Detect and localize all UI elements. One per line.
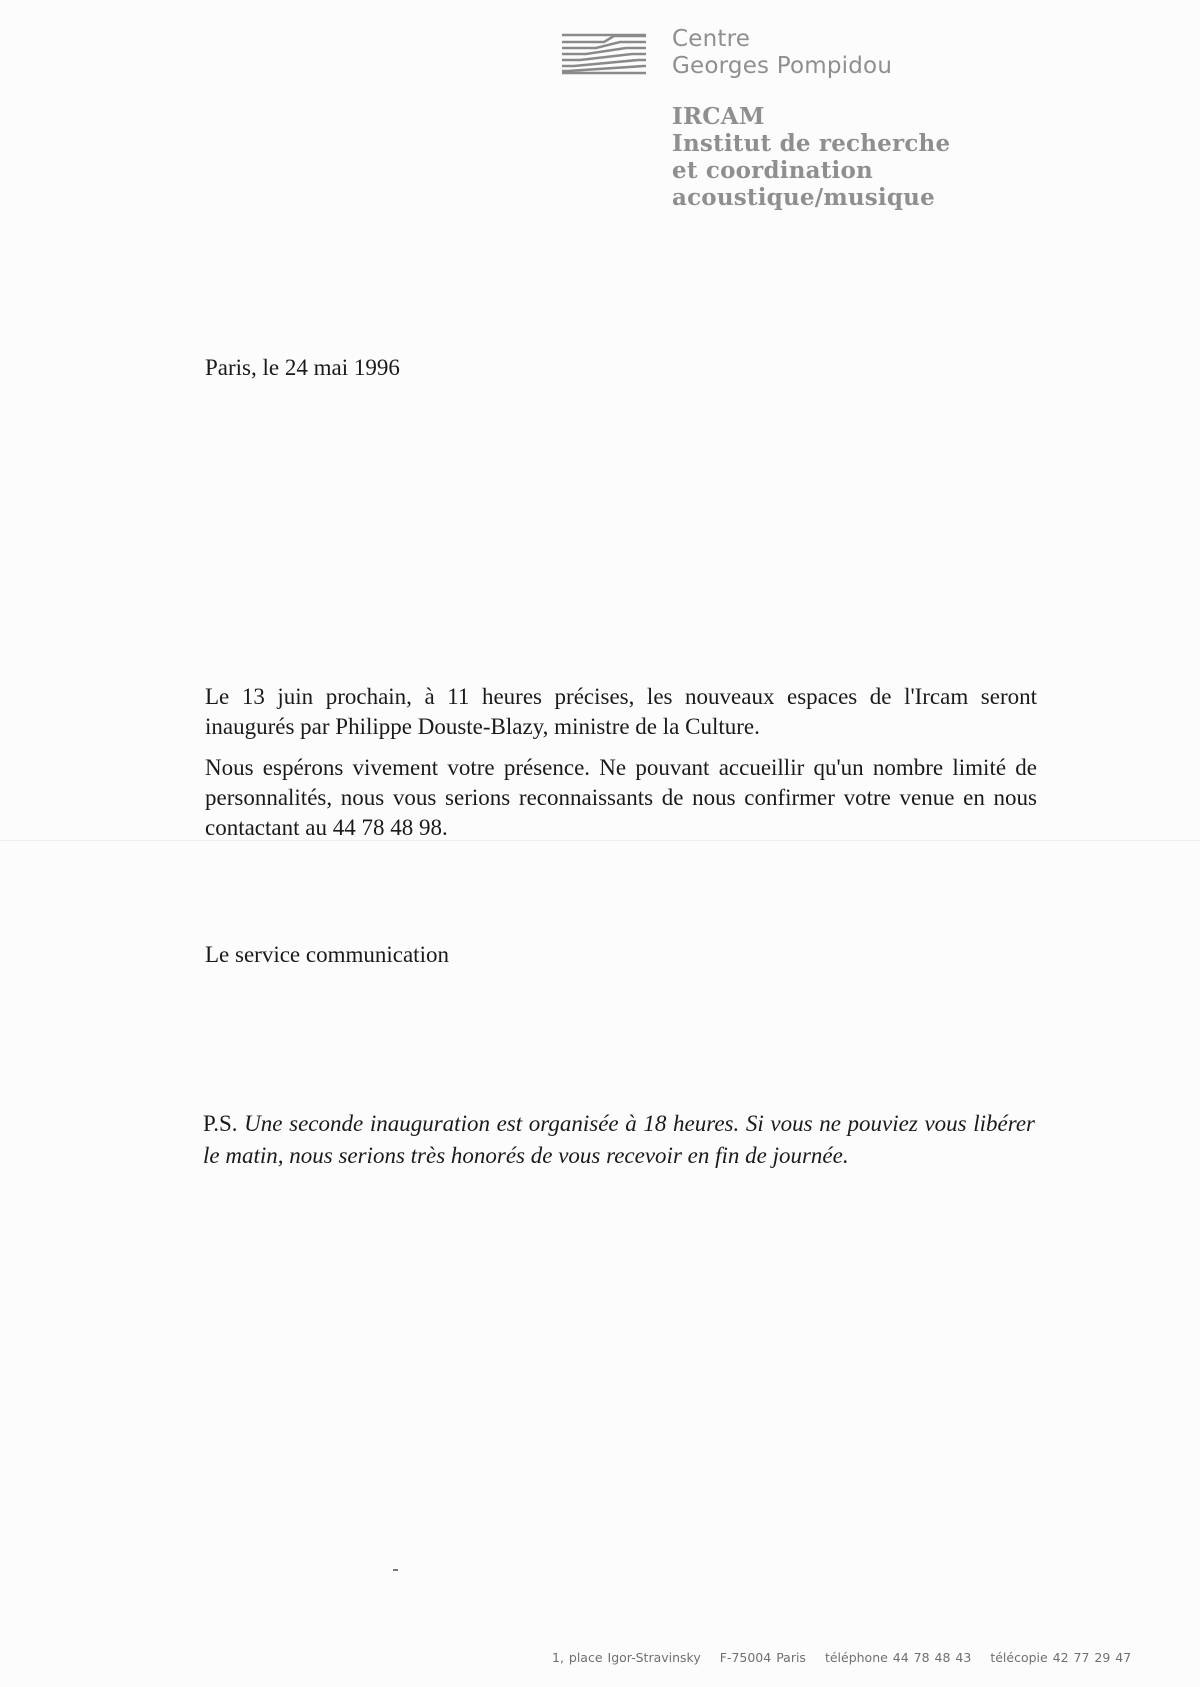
letterhead-ircam-line-4: acoustique/musique [672, 183, 935, 211]
footer-address: 1, place Igor-Stravinsky [552, 1650, 701, 1665]
letterhead-centre-line-2: Georges Pompidou [672, 52, 893, 79]
letterhead-ircam-line-3: et coordination [672, 156, 873, 184]
footer-city: F-75004 Paris [719, 1650, 806, 1665]
footer-telecopie: télécopie 42 77 29 47 [990, 1650, 1132, 1665]
letterhead-ircam-line-2: Institut de recherche [672, 129, 951, 157]
letter-signoff: Le service communication [205, 942, 449, 967]
body-paragraph-1: Le 13 juin prochain, à 11 heures précises, les nouveaux espaces de l'Ircam seront inaugurés par Philippe Douste-Blazy, ministre de la Culture. [205, 684, 1037, 739]
letter-date: Paris, le 24 mai 1996 [205, 355, 400, 380]
postscript-text: Une seconde inauguration est organisée à 18 heures. Si vous ne pouviez vous libérer le matin, nous serions très honorés de vous recevoir en fin de journée. [203, 1111, 1035, 1168]
postscript [203, 1108, 1035, 1172]
letterhead-centre [672, 26, 892, 80]
paper-mark [393, 1569, 398, 1571]
footer-telephone: téléphone 44 78 48 43 [824, 1650, 972, 1665]
letterhead-ircam-line-1: IRCAM [672, 103, 765, 130]
postscript-prefix: P.S. [203, 1111, 245, 1136]
letterhead-footer [552, 1650, 1145, 1665]
letterhead-centre-line-1: Centre [672, 26, 751, 52]
letterhead-ircam [672, 104, 950, 212]
letter-body [205, 682, 1037, 854]
body-paragraph-2: Nous espérons vivement votre présence. Ne pouvant accueillir qu'un nombre limité de personnalités, nous vous serions reconnaissants de nous confirmer votre venue en nous contactant au 44 78 48 98. [205, 755, 1037, 840]
centre-pompidou-logo-icon [562, 33, 646, 75]
